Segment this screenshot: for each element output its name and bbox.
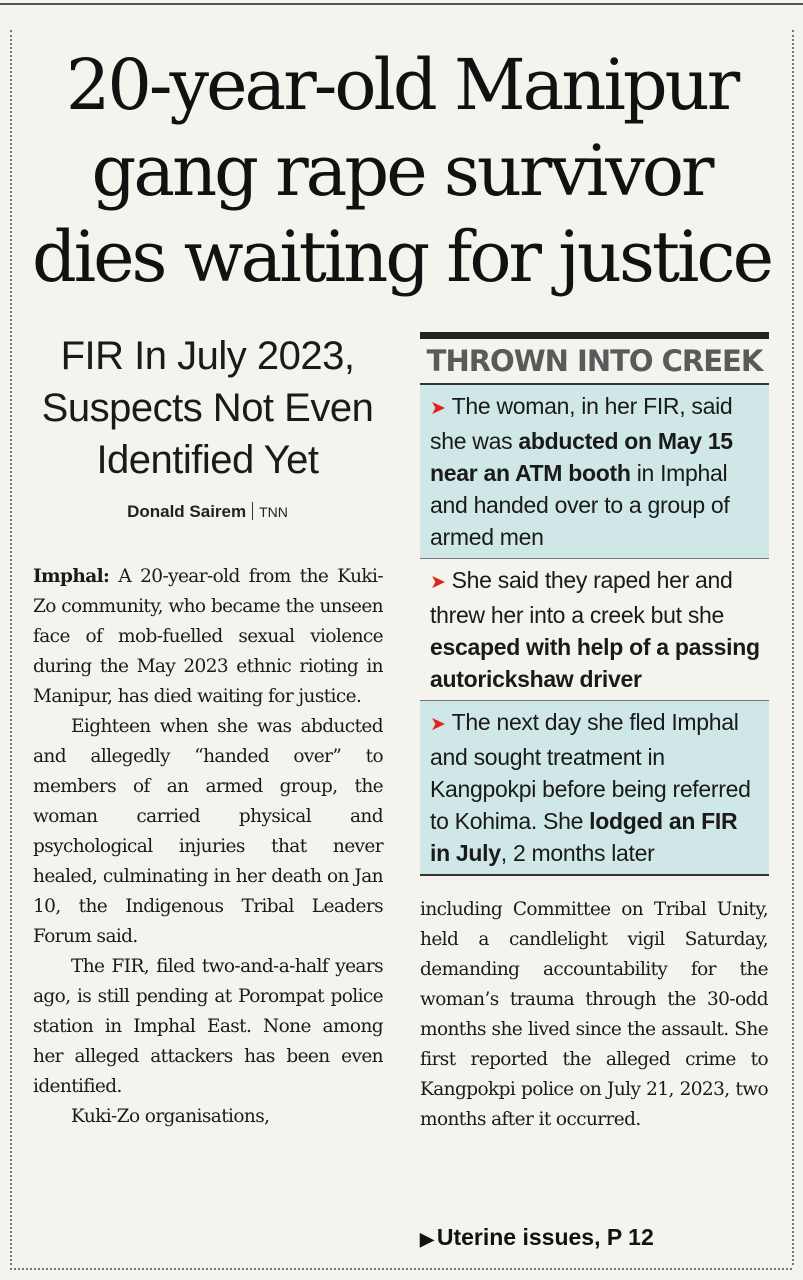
dateline: Imphal: — [33, 566, 110, 587]
sidebar-box — [420, 332, 769, 876]
body-column-left — [33, 562, 383, 1132]
sidebar-item-text: She said they raped her and threw her into a creek but she — [430, 567, 733, 628]
sidebar-item-highlight: abducted on May 15 near an ATM booth — [430, 428, 733, 486]
body-paragraph-4: Kuki-Zo organisations, — [71, 1106, 270, 1127]
body-continuation: including Committee on Tribal Unity, held a candlelight vigil Saturday, demanding accountability for the woman’s trauma through the 30-odd months she lived since the assault. She first reported the alleged crime to Kangpokpi police on July 21, 2023, two months after it occurred. — [420, 899, 768, 1130]
red-arrow-bullet-icon: ➤ — [430, 572, 446, 593]
sidebar-item-highlight: escaped with help of a passing autorickshaw driver — [430, 634, 760, 692]
headline: 20-year-old Manipur gang rape survivor dies waiting for justice — [31, 44, 772, 298]
sidebar-title: THROWN INTO CREEK — [426, 344, 763, 378]
body-paragraph-2: Eighteen when she was abducted and allegedly “handed over” to members of an armed group, the woman carried physical and psychological injuries that never healed, culminating in her death on Jan 10, the Indigenous Tribal Leaders Forum said. — [33, 716, 383, 947]
sidebar-item-text: The woman, in her FIR, said she was — [430, 393, 733, 454]
jump-text: Uterine issues, P 12 — [436, 1224, 654, 1250]
sidebar-item — [420, 701, 769, 874]
body-paragraph-1-text: A 20-year-old from the Kuki-Zo community, who became the unseen face of mob-fuelled sexual violence during the May 2023 ethnic rioting in Manipur, has died waiting for justice. — [33, 566, 384, 707]
sidebar-item — [420, 559, 769, 700]
bottom-dotted-border — [10, 1268, 792, 1270]
left-dotted-border — [10, 30, 12, 1265]
body-paragraph-3: The FIR, filed two-and-a-half years ago, is still pending at Porompat police station in Imphal East. None among her alleged attackers has been even identified. — [33, 956, 383, 1097]
byline — [30, 502, 385, 522]
body-column-right — [420, 895, 768, 1135]
body-paragraph-1 — [33, 562, 383, 712]
sidebar-bottom-rule — [420, 874, 769, 876]
sidebar-item-text: in Imphal and handed over to a group of armed men — [430, 460, 730, 550]
red-arrow-bullet-icon: ➤ — [430, 398, 446, 419]
top-rule — [0, 3, 803, 5]
red-arrow-bullet-icon: ➤ — [430, 714, 446, 735]
play-triangle-icon: ▶ — [420, 1229, 434, 1249]
sidebar-item-text: , 2 months later — [500, 840, 655, 866]
sidebar-item-highlight: lodged an FIR in July — [430, 808, 738, 866]
deck-subheadline: FIR In July 2023, Suspects Not Even Identified Yet — [41, 334, 374, 482]
sidebar-item — [420, 385, 769, 558]
byline-separator — [252, 502, 253, 520]
jump-line — [420, 1224, 654, 1251]
sidebar-item-text: The next day she fled Imphal and sought treatment in Kangpokpi before being referred to Kohima. She — [430, 709, 751, 834]
byline-agency: TNN — [259, 504, 288, 520]
byline-author: Donald Sairem — [127, 502, 247, 521]
sidebar-top-rule — [420, 332, 769, 339]
right-dotted-border — [792, 30, 794, 1265]
